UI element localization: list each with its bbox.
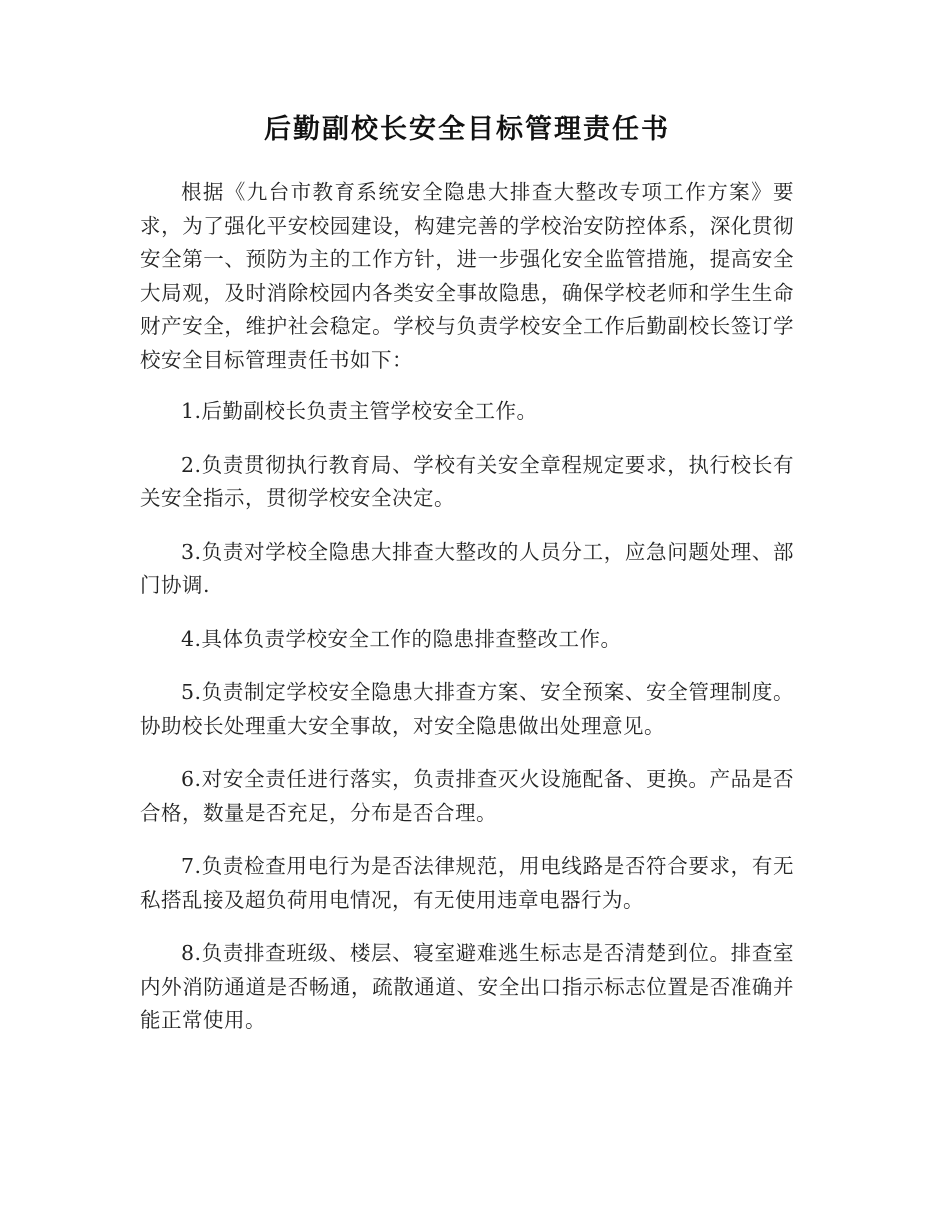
clause-2: 2.负责贯彻执行教育局、学校有关安全章程规定要求，执行校长有关安全指示，贯彻学校安全决定。 [140,452,794,510]
clause-8: 8.负责排查班级、楼层、寝室避难逃生标志是否清楚到位。排查室内外消防通道是否畅通，疏散通道、安全出口指示标志位置是否准确并能正常使用。 [140,941,794,1032]
clause-3: 3.负责对学校全隐患大排查大整改的人员分工，应急问题处理、部门协调. [140,539,794,597]
clause-4: 4.具体负责学校安全工作的隐患排查整改工作。 [181,626,622,651]
document-page [140,108,794,1058]
clause-6: 6.对安全责任进行落实，负责排查灭火设施配备、更换。产品是否合格，数量是否充足，分布是否合理。 [140,767,794,825]
clause-7: 7.负责检查用电行为是否法律规范，用电线路是否符合要求，有无私搭乱接及超负荷用电情况，有无使用违章电器行为。 [140,854,794,912]
clause-1: 1.后勤副校长负责主管学校安全工作。 [181,399,538,423]
clause-5: 5.负责制定学校安全隐患大排查方案、安全预案、安全管理制度。协助校长处理重大安全事故，对安全隐患做出处理意见。 [140,680,794,738]
intro-paragraph: 根据《九台市教育系统安全隐患大排查大整改专项工作方案》要求，为了强化平安校园建设，构建完善的学校治安防控体系，深化贯彻安全第一、预防为主的工作方针，进一步强化安全监管措施，提高安全大局观，及时消除校园内各类安全事故隐患，确保学校老师和学生生命财产安全，维护社会稳定。学校与负责学校安全工作后勤副校长签订学校安全目标管理责任书如下： [140,180,794,372]
document-title: 后勤副校长安全目标管理责任书 [264,114,670,145]
